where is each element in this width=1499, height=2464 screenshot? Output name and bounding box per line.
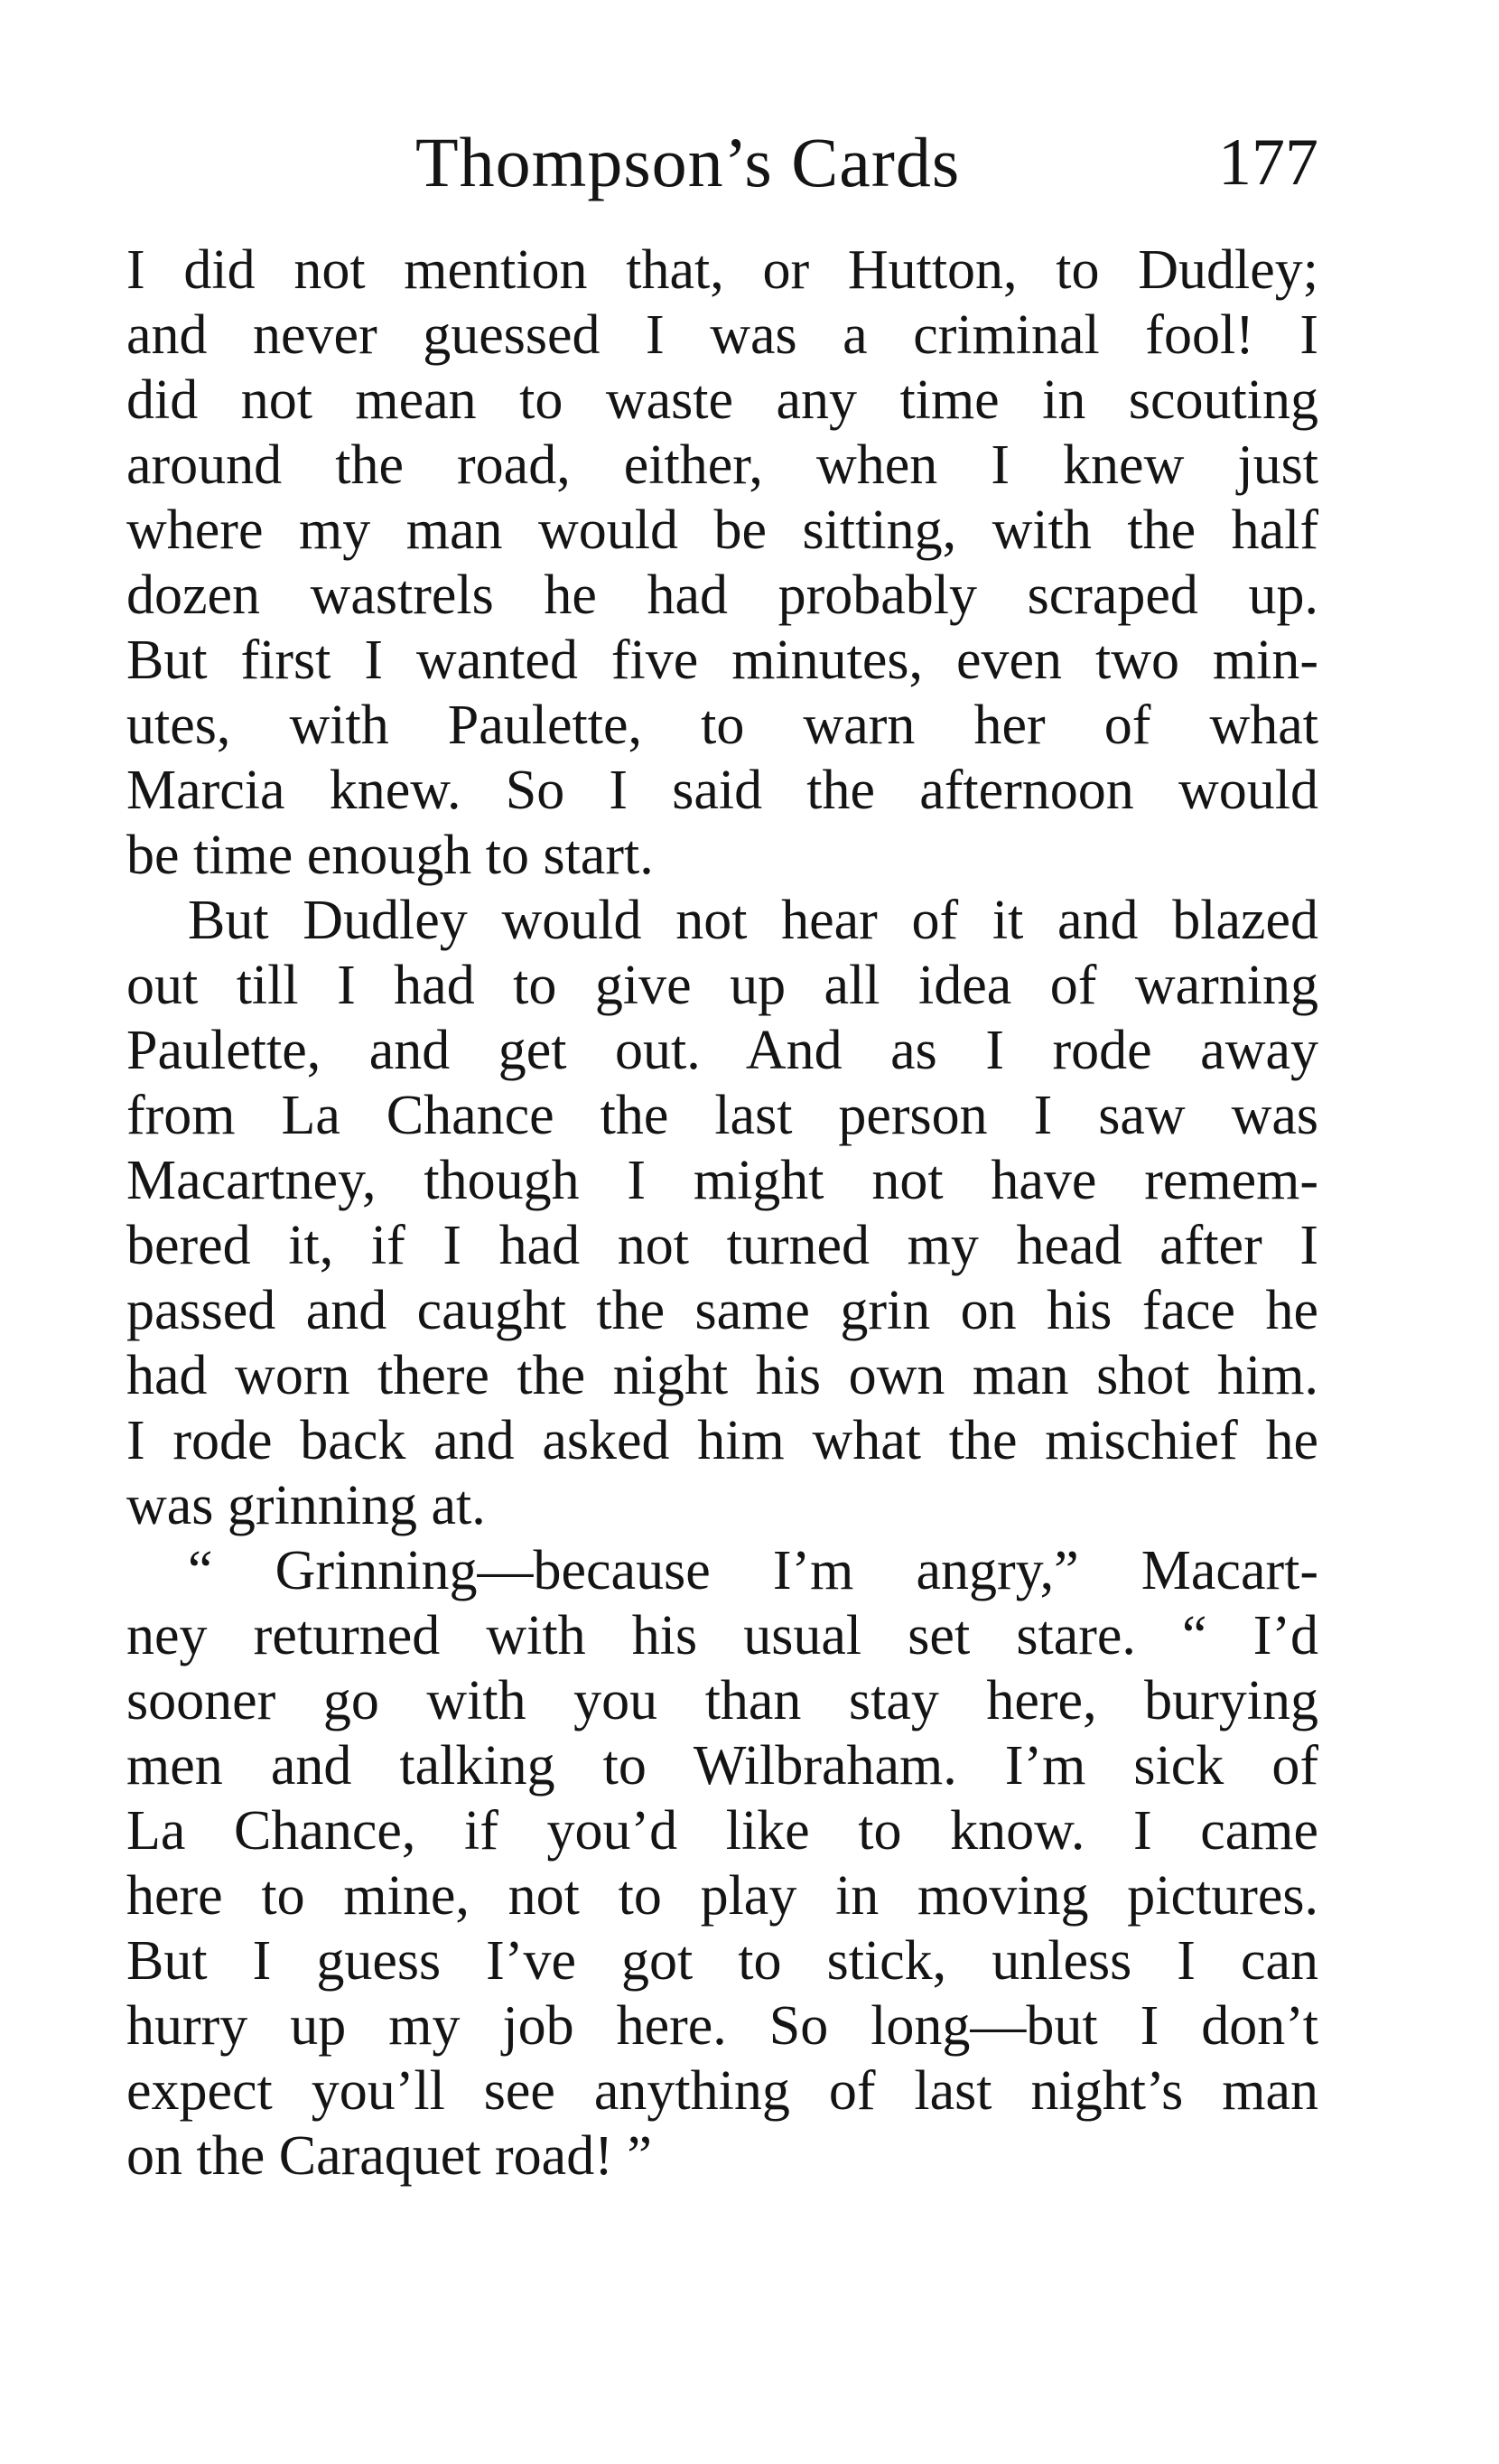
text-line: utes, with Paulette, to warn her of what: [126, 695, 1318, 756]
text-line: from La Chance the last person I saw was: [126, 1085, 1318, 1146]
text-line: and never guessed I was a criminal fool! I: [126, 304, 1318, 366]
running-title: Thompson’s Cards: [415, 123, 961, 201]
text-line: passed and caught the same grin on his face he: [126, 1280, 1318, 1341]
text-line: here to mine, not to play in moving pictures.: [126, 1865, 1318, 1927]
text-line: sooner go with you than stay here, burying: [126, 1670, 1318, 1731]
text-line: where my man would be sitting, with the half: [126, 499, 1318, 561]
running-head: [126, 117, 1318, 217]
text-line: expect you’ll see anything of last night’s man: [126, 2060, 1318, 2122]
text-line: bered it, if I had not turned my head after I: [126, 1215, 1318, 1276]
text-line: La Chance, if you’d like to know. I came: [126, 1800, 1318, 1862]
text-line: I rode back and asked him what the mischief he: [126, 1410, 1318, 1471]
text-line: ney returned with his usual set stare. “ I’d: [126, 1605, 1318, 1666]
text-line: did not mean to waste any time in scouting: [126, 369, 1318, 431]
text-line: Marcia knew. So I said the afternoon would: [126, 760, 1318, 821]
text-line: hurry up my job here. So long—but I don’t: [126, 1995, 1318, 2057]
text-line: dozen wastrels he had probably scraped up.: [126, 565, 1318, 626]
text-line: out till I had to give up all idea of warning: [126, 955, 1318, 1016]
text-line: “ Grinning—because I’m angry,” Macart-: [188, 1540, 1318, 1601]
text-line: was grinning at.: [126, 1475, 486, 1536]
text-line: But first I wanted five minutes, even two min-: [126, 630, 1318, 691]
text-line: But I guess I’ve got to stick, unless I can: [126, 1930, 1318, 1992]
text-line: had worn there the night his own man shot him.: [126, 1345, 1318, 1406]
text-line: But Dudley would not hear of it and blazed: [188, 890, 1318, 951]
text-line: on the Caraquet road! ”: [126, 2125, 652, 2187]
text-line: Macartney, though I might not have remem-: [126, 1150, 1318, 1211]
text-line: I did not mention that, or Hutton, to Dudley;: [126, 239, 1318, 301]
text-line: be time enough to start.: [126, 825, 654, 886]
page-number: 177: [1218, 126, 1318, 200]
text-line: men and talking to Wilbraham. I’m sick of: [126, 1735, 1318, 1797]
text-line: Paulette, and get out. And as I rode away: [126, 1020, 1318, 1081]
body-text: [126, 238, 1318, 2189]
text-line: around the road, either, when I knew just: [126, 434, 1318, 496]
